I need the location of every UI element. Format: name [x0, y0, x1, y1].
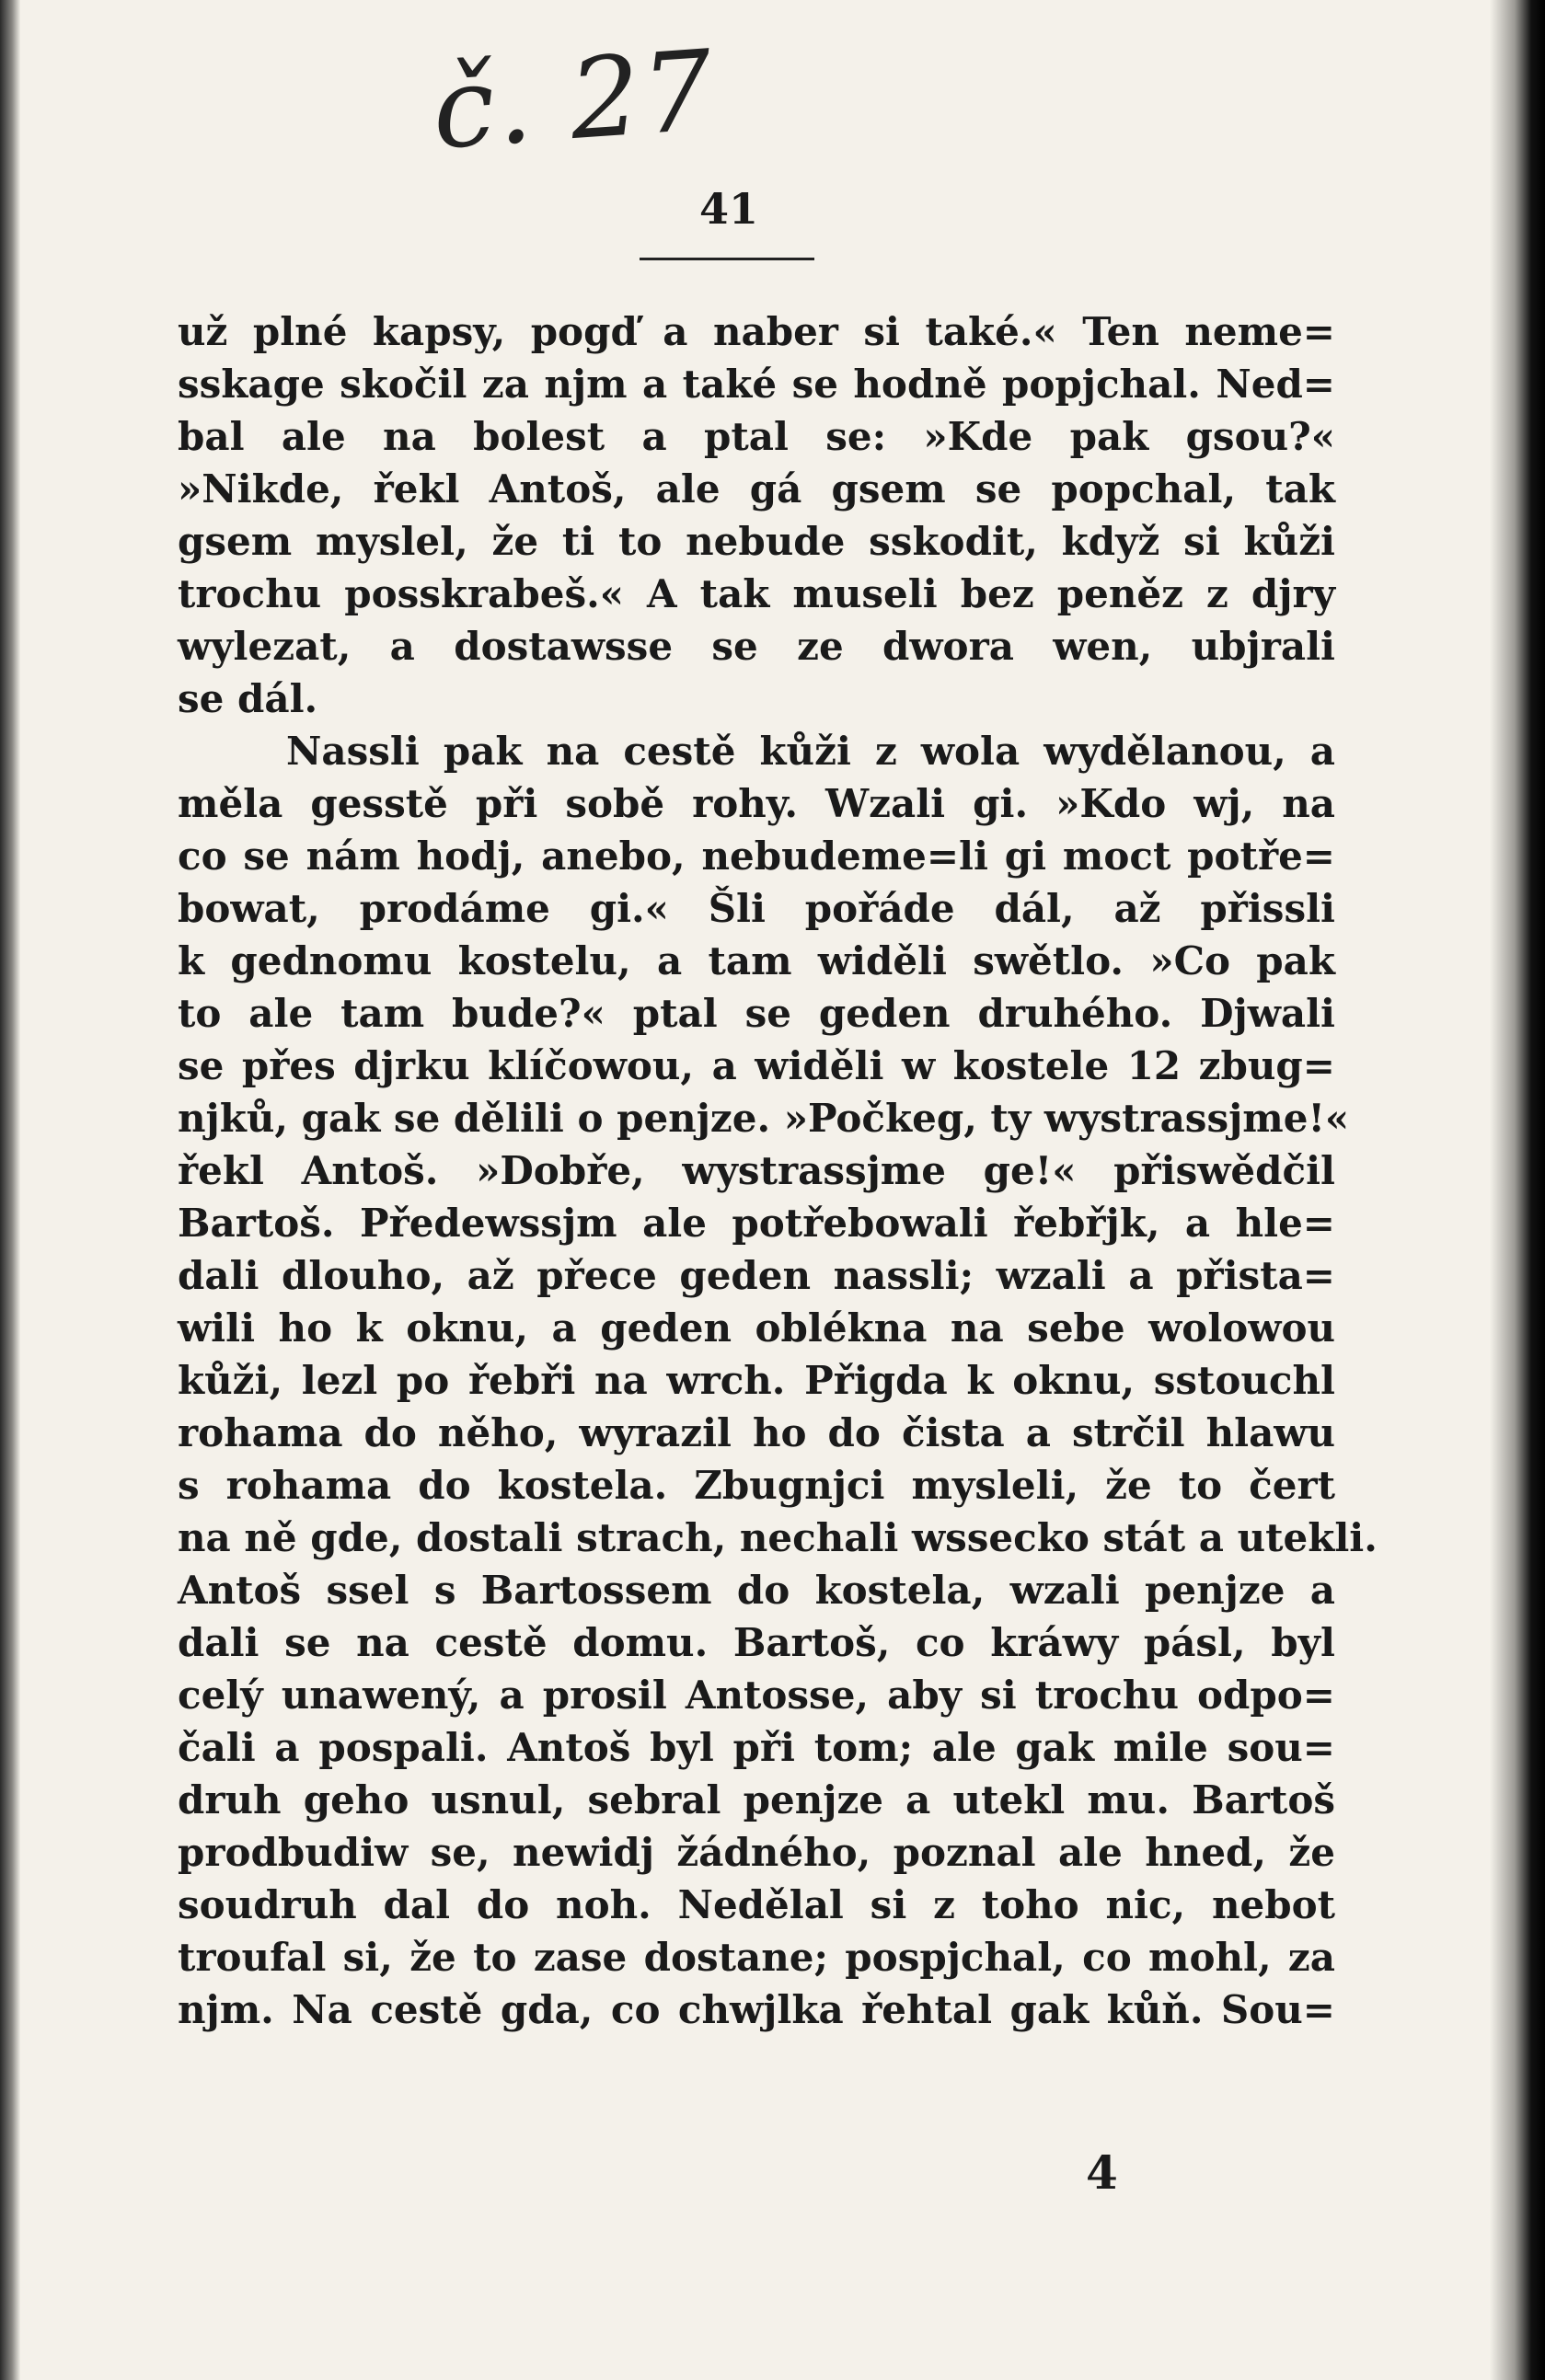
text-line: řekl Antoš. »Dobře, wystrassjme ge!« přiswědčil — [178, 1148, 1335, 1193]
text-line: troufal si, že to zase dostane; pospjchal, co mohl, za — [178, 1935, 1335, 1980]
text-line: co se nám hodj, anebo, nebudeme=li gi moct potře= — [178, 834, 1335, 879]
text-line: bal ale na bolest a ptal se: »Kde pak gsou?« — [178, 414, 1335, 459]
handwritten-annotation: č. 27 — [428, 27, 719, 175]
text-line: Bartoš. Předewssjm ale potřebowali řebřjk, a hle= — [178, 1201, 1335, 1246]
text-line: wili ho k oknu, a geden obléknа na sebe wolowou — [178, 1305, 1335, 1351]
text-line: Nassli pak na cestě kůži z wola wydělanou, a — [286, 729, 1335, 774]
text-line: wylezat, a dostawsse se ze dwora wen, ubjrali — [178, 624, 1335, 669]
text-line: kůži, lezl po řebři na wrch. Přigda k oknu, sstouchl — [178, 1358, 1335, 1403]
text-line: »Nikde, řekl Antoš, ale gá gsem se popchal, tak — [178, 466, 1335, 512]
text-line: měla gesstě při sobě rohy. Wzali gi. »Kdo wj, na — [178, 781, 1335, 826]
text-line: soudruh dal do noh. Nedělal si z toho nic, nebot — [178, 1882, 1335, 1927]
text-line: trochu posskrabeš.« A tak museli bez peněz z djry — [178, 571, 1335, 616]
signature-mark: 4 — [1086, 2145, 1118, 2200]
text-line: k gednomu kostelu, a tam widěli swětlo. »Co pak — [178, 938, 1335, 983]
page-edge-shadow — [1490, 0, 1545, 2380]
text-line: dali dlouho, až přece geden nassli; wzali a přista= — [178, 1253, 1335, 1298]
text-line: se přes djrku klíčowou, a widěli w kostele 12 zbug= — [178, 1043, 1335, 1088]
text-line: na ně gde, dostali strach, nechali wssecko stát a utekli. — [178, 1515, 1378, 1560]
text-line: celý unawený, a prosil Antosse, aby si trochu odpo= — [178, 1673, 1335, 1718]
header-rule — [640, 258, 814, 260]
body-text — [178, 305, 1378, 2036]
text-line: čali a pospali. Antoš byl při tom; ale gak mile sou= — [178, 1725, 1335, 1770]
binding-edge — [0, 0, 20, 2380]
text-line: Antoš ssel s Bartossem do kostela, wzali penjze a — [178, 1568, 1335, 1613]
page-number: 41 — [699, 184, 759, 234]
text-line: njm. Na cestě gda, co chwjlka řehtal gak kůň. Sou= — [178, 1987, 1335, 2032]
text-line: dali se na cestě domu. Bartoš, co kráwy pásl, byl — [178, 1620, 1335, 1665]
text-line: bowat, prodáme gi.« Šli pořáde dál, až přissli — [178, 886, 1335, 931]
text-line: už plné kapsy, pogď a naber si také.« Ten neme= — [178, 309, 1335, 354]
text-line: njků, gak se dělili o penjze. »Počkeg, ty wystrassjme!« — [178, 1096, 1350, 1141]
text-line: rohama do něho, wyrazil ho do čista a strčil hlawu — [178, 1410, 1335, 1455]
text-line: s rohama do kostela. Zbugnjci mysleli, že to čert — [178, 1463, 1335, 1508]
text-line: druh geho usnul, sebral penjze a utekl mu. Bartoš — [178, 1777, 1335, 1822]
text-line: sskage skočil za njm a také se hodně popjchal. Ned= — [178, 362, 1335, 407]
text-line: to ale tam bude?« ptal se geden druhého. Djwali — [178, 991, 1335, 1036]
text-line: prodbudiw se, newidj žádného, poznal ale hned, že — [178, 1830, 1335, 1875]
text-line: gsem myslel, že ti to nebude sskodit, když si kůži — [178, 519, 1335, 564]
text-line: se dál. — [178, 676, 318, 721]
